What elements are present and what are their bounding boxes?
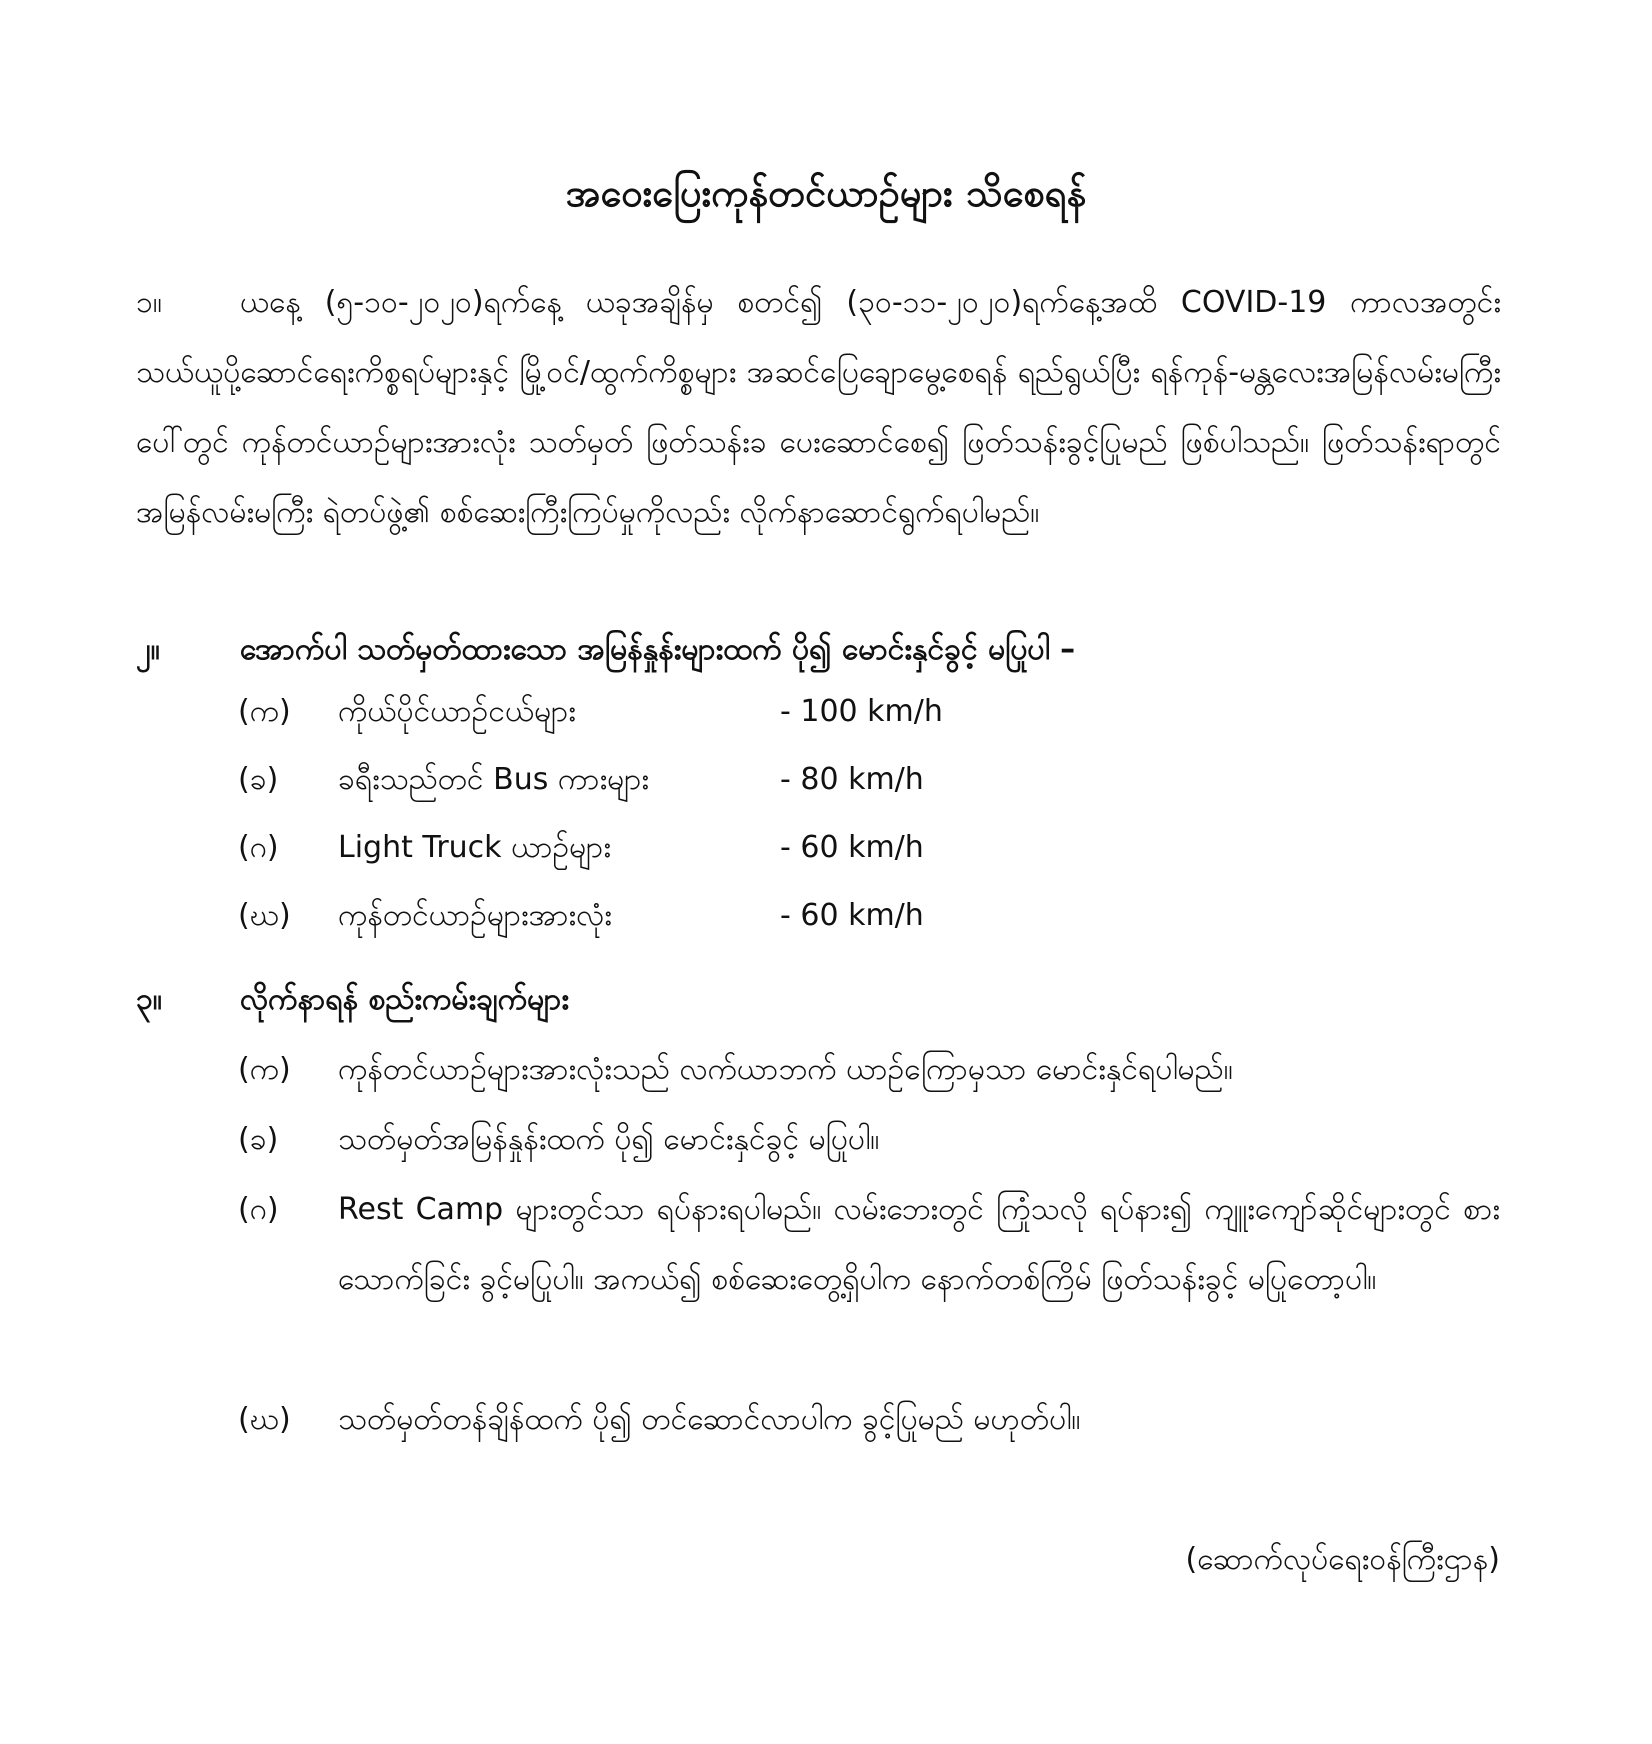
rule-item-text: သတ်မှတ်တန်ချိန်ထက် ပို၍ တင်ဆောင်လာပါက ခွင့်ပြုမည် မဟုတ်ပါ။ [338,1402,1081,1437]
speed-item-value: - 80 km/h [780,762,924,797]
rule-item-label: (ဂ) [238,1192,279,1227]
rule-item-label: (ဃ) [238,1402,291,1437]
rule-item-text: Rest Camp များတွင်သာ ရပ်နားရပါမည်။ လမ်းဘေးတွင် ကြုံသလို ရပ်နား၍ ကျူးကျော်ဆိုင်များတွင် စားသောက်ခြင်း ခွင့်မပြုပါ။ အကယ်၍ စစ်ဆေးတွေ့ရှိပါက နောက်တစ်ကြိမ် ဖြတ်သန်းခွင့် မပြုတော့ပါ။ [338,1192,1500,1297]
paragraph-1-number: ၁။ [136,285,162,320]
speed-item-text: ကုန်တင်ယာဉ်များအားလုံး [338,898,612,933]
speed-item-value: - 60 km/h [780,830,924,865]
speed-item-value: - 60 km/h [780,898,924,933]
paragraph-1-text: ယနေ့ (၅-၁၀-၂၀၂၀)ရက်နေ့ ယခုအချိန်မှ စတင်၍ (၃၀-၁၁-၂၀၂၀)ရက်နေ့အထိ COVID-19 ကာလအတွင်း သယ်ယူပို့ဆောင်ရေးကိစ္စရပ်များနှင့် မြို့ဝင်/ထွက်ကိစ္စများ အဆင်ပြေချောမွေ့စေရန် ရည်ရွယ်ပြီး ရန်ကုန်-မန္တလေးအမြန်လမ်းမကြီးပေါ်တွင် ကုန်တင်ယာဉ်များအားလုံး သတ်မှတ် ဖြတ်သန်းခ ပေးဆောင်စေ၍ ဖြတ်သန်းခွင့်ပြုမည် ဖြစ်ပါသည်။ ဖြတ်သန်းရာတွင် အမြန်လမ်းမကြီး ရဲတပ်ဖွဲ့၏ စစ်ဆေးကြီးကြပ်မှုကိုလည်း လိုက်နာဆောင်ရွက်ရပါမည်။ [136,285,1501,530]
rule-item-text: သတ်မှတ်အမြန်နှုန်းထက် ပို၍ မောင်းနှင်ခွင့် မပြုပါ။ [338,1122,880,1157]
section-2-heading: အောက်ပါ သတ်မှတ်ထားသော အမြန်နှုန်းများထက် ပို၍ မောင်းနှင်ခွင့် မပြုပါ – [240,632,1076,667]
page-title: အဝေးပြေးကုန်တင်ယာဉ်များ သိစေရန် [565,171,1087,215]
speed-item-label: (ဂ) [238,830,279,865]
section-2-number: ၂။ [136,632,160,667]
speed-item-text: ကိုယ်ပိုင်ယာဉ်ငယ်များ [338,694,576,729]
rule-item-text: ကုန်တင်ယာဉ်များအားလုံးသည် လက်ယာဘက် ယာဉ်ကြောမှသာ မောင်းနှင်ရပါမည်။ [338,1052,1233,1087]
issuer-signature: (ဆောက်လုပ်ရေးဝန်ကြီးဌာန) [1185,1542,1500,1577]
speed-item-text: ခရီးသည်တင် Bus ကားများ [338,762,650,797]
speed-item-label: (က) [238,694,291,729]
section-3-heading: လိုက်နာရန် စည်းကမ်းချက်များ [240,982,569,1017]
speed-item-value: - 100 km/h [780,694,943,729]
rule-item-label: (ခ) [238,1122,279,1157]
section-3-number: ၃။ [136,982,162,1017]
speed-item-text: Light Truck ယာဉ်များ [338,830,612,865]
speed-item-label: (ခ) [238,762,279,797]
rule-item-label: (က) [238,1052,291,1087]
speed-item-label: (ဃ) [238,898,291,933]
